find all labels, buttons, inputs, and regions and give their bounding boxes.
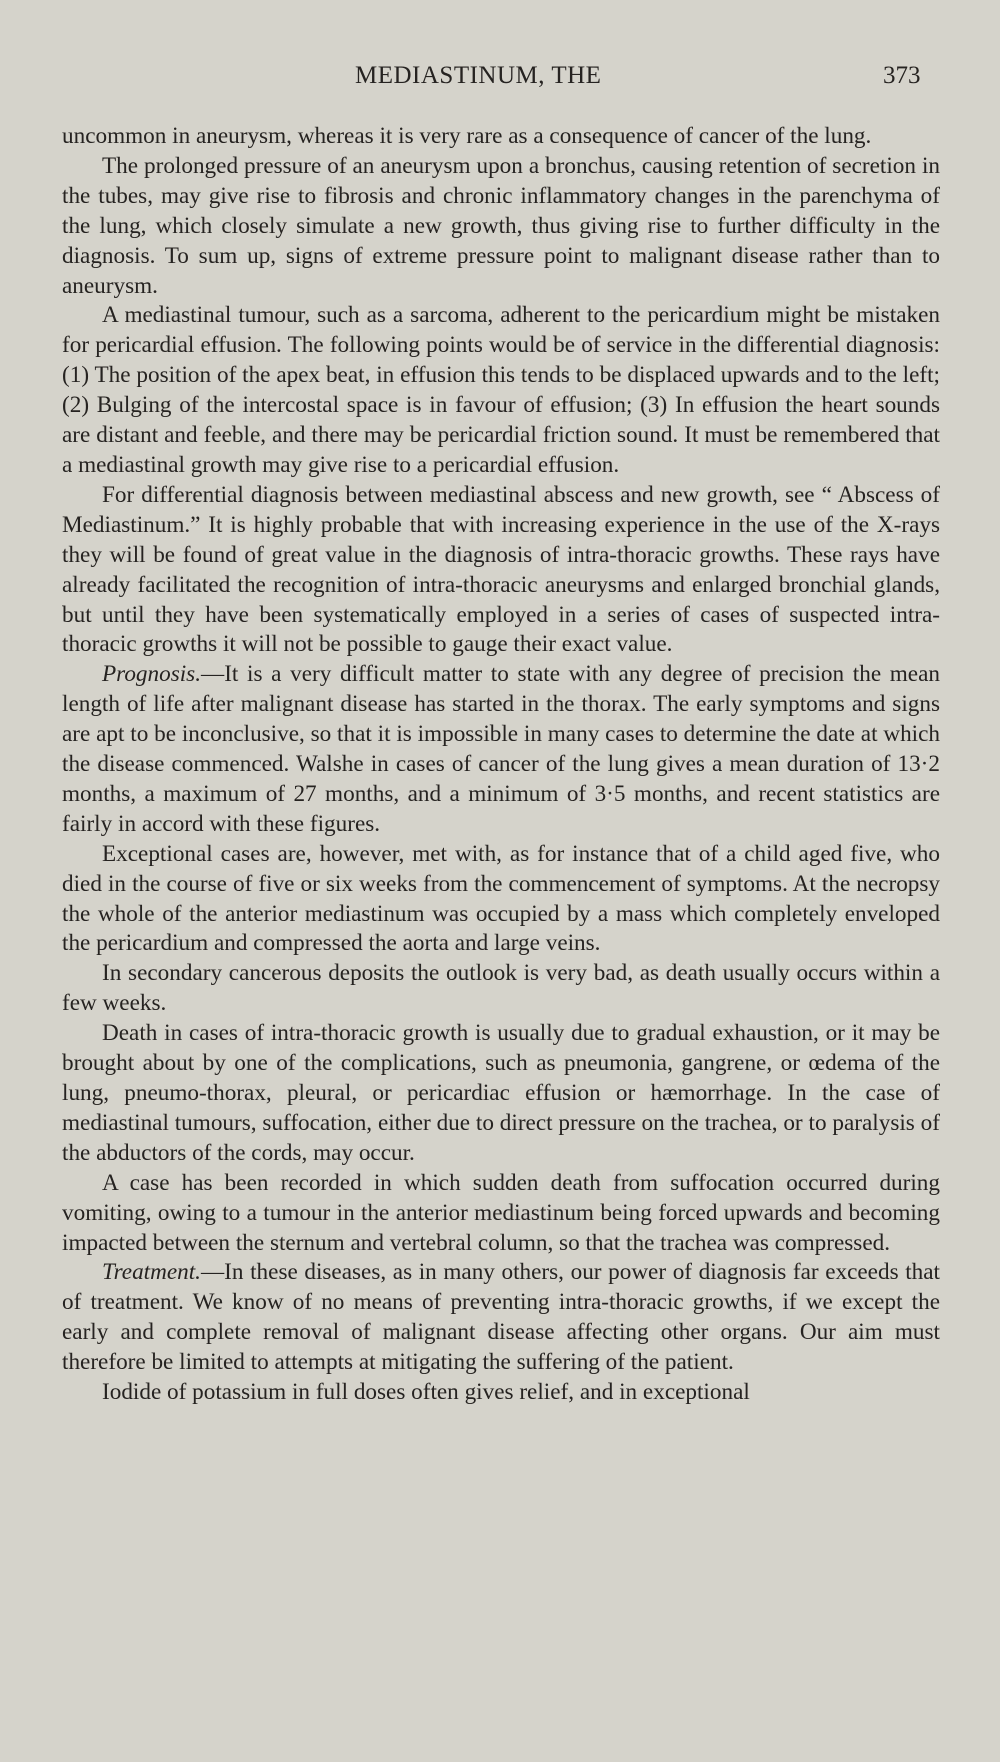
paragraph: A mediastinal tumour, such as a sarcoma, adherent to the pericardium might be mistaken for pericardial effusion. The following points would be of service in the differential diagnosis: (1) The position of the apex beat, in effusion this tends to be displaced upwards and to the left; (2) Bulging of the intercostal space is in favour of effusion; (3) In effusion the heart sounds are distant and feeble, and there may be pericardial friction sound. It must be remembered that a mediastinal growth may give rise to a pericardial effusion. xyxy=(62,302,940,478)
paragraph: Death in cases of intra-thoracic growth is usually due to gradual exhaustion, or it may be brought about by one of the complications, such as pneumonia, gangrene, or œdema of the lung, pneumo-thorax, pleural, or pericardiac effusion or hæmorrhage. In the case of mediastinal tumours, suffocation, either due to direct pressure on the trachea, or to paralysis of the abductors of the cords, may occur. xyxy=(62,1020,940,1166)
body-text xyxy=(62,122,940,1408)
paragraph: In secondary cancerous deposits the outlook is very bad, as death usually occurs within a few weeks. xyxy=(62,960,940,1017)
running-head: MEDIASTINUM, THE xyxy=(355,62,602,89)
paragraph: For differential diagnosis between mediastinal abscess and new growth, see “ Abscess of Mediastinum.” It is highly probable that with increasing experience in the use of the X-rays they will be found of great value in the diagnosis of intra-thoracic growths. These rays have already facilitated the recognition of intra-thoracic aneurysms and enlarged bronchial glands, but until they have been systematically employed in a series of cases of suspected intra-thoracic growths it will not be possible to gauge their exact value. xyxy=(62,481,940,658)
section-heading-prognosis: Prognosis. xyxy=(102,661,201,688)
section-heading-treatment: Treatment. xyxy=(102,1259,201,1286)
paragraph: A case has been recorded in which sudden death from suffocation occurred during vomiting, owing to a tumour in the anterior mediastinum being forced upwards and becoming impacted between the sternum and vertebral column, so that the trachea was compressed. xyxy=(62,1169,940,1256)
paragraph: Iodide of potassium in full doses often gives relief, and in exceptional xyxy=(102,1379,750,1406)
paragraph-treatment: Treatment.—In these diseases, as in many others, our power of diagnosis far exceeds that of treatment. We know of no means of preventing intra-thoracic growths, if we except the early and complete removal of malignant disease affecting other organs. Our aim must therefore be limited to attempts at mitigating the suffering of the patient. xyxy=(62,1259,940,1376)
paragraph: The prolonged pressure of an aneurysm upon a bronchus, causing retention of secretion in the tubes, may give rise to fibrosis and chronic inflammatory changes in the parenchyma of the lung, which closely simulate a new growth, thus giving rise to further difficulty in the diagnosis. To sum up, signs of extreme pressure point to malignant disease rather than to aneurysm. xyxy=(62,152,940,299)
paragraph: Exceptional cases are, however, met with, as for instance that of a child aged five, who died in the course of five or six weeks from the commencement of symptoms. At the necropsy the whole of the anterior mediastinum was occupied by a mass which completely enveloped the pericardium and compressed the aorta and large veins. xyxy=(62,840,940,957)
page-header xyxy=(0,62,1000,102)
paragraph-prognosis: Prognosis.—It is a very difficult matter to state with any degree of precision the mean length of life after malignant disease has started in the thorax. The early symptoms and signs are apt to be inconclusive, so that it is impossible in many cases to determine the date at which the disease commenced. Walshe in cases of cancer of the lung gives a mean duration of 13·2 months, a maximum of 27 months, and a minimum of 3·5 months, and recent statistics are fairly in accord with these figures. xyxy=(62,661,940,837)
page-number: 373 xyxy=(883,62,921,89)
paragraph: uncommon in aneurysm, whereas it is very rare as a consequence of cancer of the lung. xyxy=(62,123,872,149)
